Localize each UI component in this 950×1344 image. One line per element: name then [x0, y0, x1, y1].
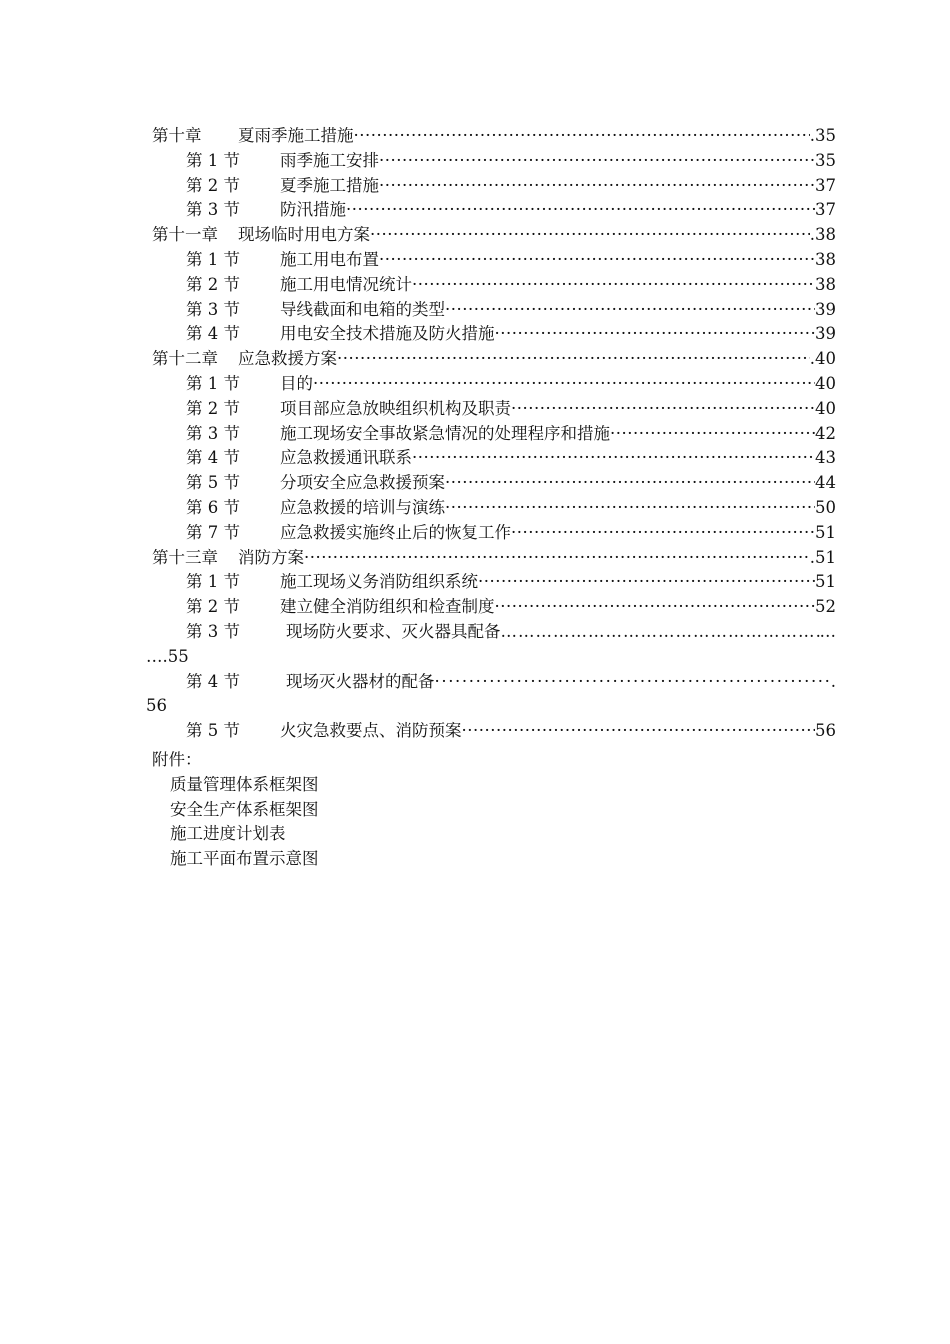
toc-entry-title: 消防方案	[238, 547, 304, 567]
toc-entry-title: 项目部应急放映组织机构及职责	[280, 398, 511, 418]
toc-dot-leader	[501, 620, 820, 645]
toc-entry-number: 第 4 节	[186, 671, 240, 691]
toc-page-number: .35	[809, 126, 836, 145]
toc-chapter-row[interactable]	[150, 124, 836, 149]
toc-chapter-row[interactable]	[150, 347, 836, 372]
toc-section-row[interactable]	[150, 471, 836, 496]
toc-entry-number: 第 3 节	[186, 621, 240, 641]
toc-section-row[interactable]	[150, 198, 836, 223]
toc-entry-number: 第 3 节	[186, 423, 240, 443]
toc-page-number: 44	[815, 473, 836, 493]
table-of-contents	[146, 124, 836, 744]
toc-entry-title: 应急救援方案	[238, 349, 337, 369]
toc-entry-title: 施工用电布置	[280, 249, 379, 269]
toc-chapter-row[interactable]	[150, 546, 836, 571]
toc-page-number: .40	[809, 349, 836, 369]
toc-section-row[interactable]	[150, 174, 836, 199]
appendix-item: 施工平面布置示意图	[170, 849, 319, 869]
toc-page-number: 38	[815, 274, 836, 294]
toc-dot-leader	[379, 174, 815, 199]
toc-dot-leader	[445, 496, 815, 521]
toc-section-row[interactable]	[150, 372, 836, 397]
toc-dot-leader	[478, 570, 815, 595]
toc-page-number: 51	[815, 572, 836, 592]
toc-entry-title: 火灾急救要点、消防预案	[280, 721, 462, 741]
toc-page-number: 39	[815, 299, 836, 319]
toc-dot-leader	[370, 223, 810, 248]
toc-entry-number: 第 3 节	[186, 200, 240, 220]
toc-dot-leader	[610, 422, 815, 447]
toc-entry-number: 第 2 节	[186, 398, 240, 418]
toc-section-row[interactable]	[150, 595, 836, 620]
toc-entry-number: 第十三章	[152, 547, 218, 567]
toc-entry-number: 第十二章	[152, 349, 218, 369]
toc-page-number: 37	[815, 175, 836, 195]
toc-entry-title: 施工现场义务消防组织系统	[280, 572, 478, 592]
appendix-list	[152, 748, 319, 872]
toc-section-row[interactable]	[150, 422, 836, 447]
toc-entry-title: 施工现场安全事故紧急情况的处理程序和措施	[280, 423, 610, 443]
toc-wrapped-first-line	[186, 670, 836, 695]
toc-entry-number: 第 6 节	[186, 497, 240, 517]
appendix-item: 安全生产体系框架图	[170, 799, 319, 819]
toc-chapter-row[interactable]	[150, 223, 836, 248]
toc-entry-title: 分项安全应急救援预案	[280, 473, 445, 493]
toc-dot-leader	[313, 372, 815, 397]
toc-entry-number: 第十章	[152, 126, 202, 145]
toc-entry-number: 第十一章	[152, 225, 218, 245]
toc-dot-leader	[511, 521, 815, 546]
toc-wrapped-first-line	[186, 620, 836, 645]
toc-entry-title: 导线截面和电箱的类型	[280, 299, 445, 319]
toc-entry-number: 第 4 节	[186, 448, 240, 468]
toc-entry-title: 建立健全消防组织和检查制度	[280, 597, 495, 617]
toc-wrapped-page-number: ….55	[146, 646, 189, 666]
toc-entry-number: 第 5 节	[186, 473, 240, 493]
toc-page-number: 51	[815, 522, 836, 542]
appendix-heading: 附件：	[152, 750, 202, 769]
toc-dot-leader	[495, 595, 816, 620]
toc-dot-leader	[379, 149, 815, 174]
toc-entry-number: 第 1 节	[186, 150, 240, 170]
toc-entry-title: 现场临时用电方案	[238, 225, 370, 245]
toc-section-row-wrapped[interactable]	[146, 620, 836, 670]
toc-entry-title: 现场灭火器材的配备	[286, 671, 435, 691]
toc-page-number: 38	[815, 249, 836, 269]
toc-section-row[interactable]	[150, 322, 836, 347]
toc-dot-leader	[412, 273, 815, 298]
appendix-item: 质量管理体系框架图	[170, 774, 319, 794]
toc-section-row[interactable]	[150, 397, 836, 422]
toc-dot-leader	[511, 397, 815, 422]
toc-entry-title: 夏雨季施工措施	[238, 126, 354, 145]
toc-section-row[interactable]	[150, 719, 836, 744]
toc-entry-title: 应急救援的培训与演练	[280, 497, 445, 517]
toc-entry-number: 第 1 节	[186, 373, 240, 393]
toc-dot-leader	[462, 719, 816, 744]
toc-entry-number: 第 3 节	[186, 299, 240, 319]
toc-dot-leader	[379, 248, 815, 273]
toc-entry-number: 第 2 节	[186, 274, 240, 294]
toc-section-row[interactable]	[150, 521, 836, 546]
toc-entry-number: 第 5 节	[186, 721, 240, 741]
toc-section-row-wrapped[interactable]	[146, 670, 836, 720]
toc-page-number: 56	[815, 721, 836, 741]
toc-page-number: 52	[815, 597, 836, 617]
toc-page-number: 35	[815, 150, 836, 170]
toc-dot-leader	[346, 198, 815, 223]
toc-leader-tail: .	[830, 671, 836, 691]
toc-page-number: 50	[815, 497, 836, 517]
toc-page-number: 43	[815, 448, 836, 468]
toc-entry-title: 防汛措施	[280, 200, 346, 220]
toc-entry-title: 用电安全技术措施及防火措施	[280, 324, 495, 344]
toc-entry-number: 第 2 节	[186, 597, 240, 617]
toc-entry-number: 第 1 节	[186, 249, 240, 269]
toc-entry-number: 第 7 节	[186, 522, 240, 542]
toc-page-number: 37	[815, 200, 836, 220]
toc-page-number: 40	[815, 398, 836, 418]
toc-dot-leader	[445, 298, 815, 323]
toc-dot-leader	[412, 446, 815, 471]
toc-dot-leader	[445, 471, 815, 496]
toc-section-row[interactable]	[150, 273, 836, 298]
toc-page-number: 40	[815, 373, 836, 393]
toc-wrapped-page-number: 56	[146, 696, 167, 716]
toc-dot-leader	[354, 124, 810, 149]
toc-section-row[interactable]	[150, 149, 836, 174]
toc-section-row[interactable]	[150, 446, 836, 471]
toc-leader-tail: …	[819, 621, 836, 641]
toc-dot-leader	[435, 670, 831, 695]
toc-section-row[interactable]	[150, 248, 836, 273]
toc-entry-title: 雨季施工安排	[280, 150, 379, 170]
toc-entry-title: 夏季施工措施	[280, 175, 379, 195]
toc-entry-number: 第 2 节	[186, 175, 240, 195]
toc-page-number: 39	[815, 324, 836, 344]
appendix-item: 施工进度计划表	[170, 824, 286, 844]
toc-page-number: .38	[809, 225, 836, 245]
toc-entry-title: 施工用电情况统计	[280, 274, 412, 294]
toc-entry-number: 第 4 节	[186, 324, 240, 344]
toc-entry-title: 应急救援通讯联系	[280, 448, 412, 468]
toc-dot-leader	[495, 322, 816, 347]
toc-page-number: .51	[809, 547, 836, 567]
toc-entry-title: 目的	[280, 373, 313, 393]
toc-section-row[interactable]	[150, 570, 836, 595]
toc-section-row[interactable]	[150, 496, 836, 521]
toc-dot-leader	[304, 546, 810, 571]
toc-dot-leader	[337, 347, 810, 372]
toc-entry-title: 现场防火要求、灭火器具配备	[286, 621, 501, 641]
toc-entry-number: 第 1 节	[186, 572, 240, 592]
toc-section-row[interactable]	[150, 298, 836, 323]
toc-page-number: 42	[815, 423, 836, 443]
toc-entry-title: 应急救援实施终止后的恢复工作	[280, 522, 511, 542]
